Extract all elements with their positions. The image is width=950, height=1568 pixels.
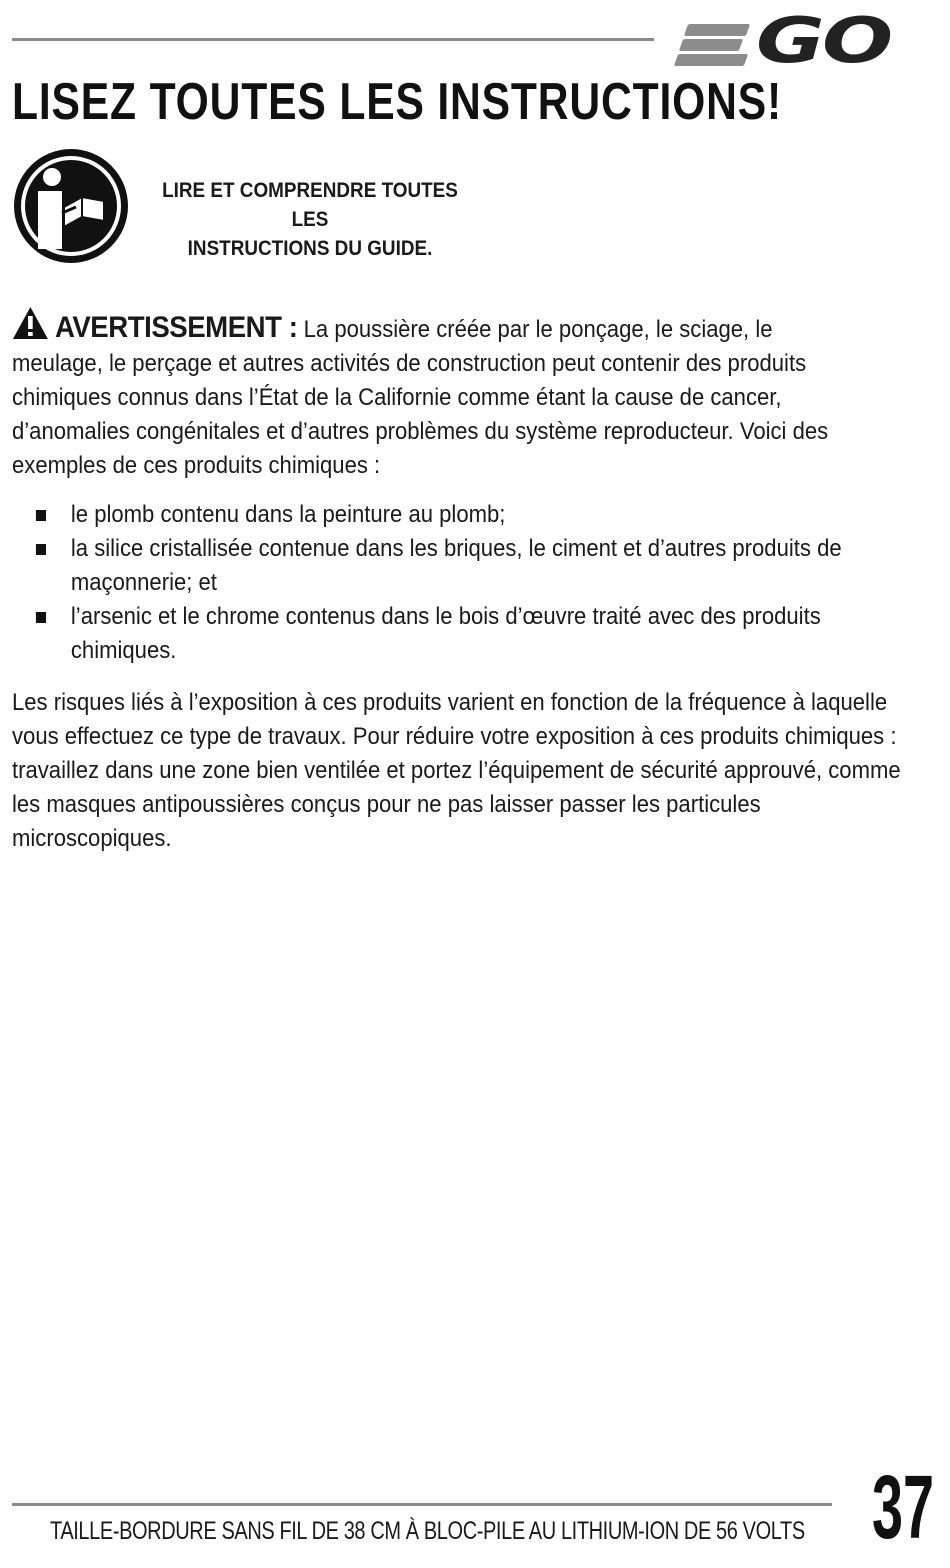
list-item-text: l’arsenic et le chrome contenus dans le bois d’œuvre traité avec des produits chimiques.	[70, 603, 821, 664]
read-manual-icon	[12, 147, 130, 265]
list-item	[12, 498, 923, 532]
warning-triangle-icon	[12, 306, 49, 340]
read-caption-line1: LIRE ET COMPRENDRE TOUTES LES	[162, 179, 458, 231]
footer-divider	[12, 1503, 832, 1506]
brand-logo	[676, 4, 932, 77]
list-item-text: le plomb contenu dans la peinture au plomb;	[70, 501, 506, 528]
footer-product-title: TAILLE-BORDURE SANS FIL DE 38 CM À BLOC-PILE AU LITHIUM-ION DE 56 VOLTS	[50, 1517, 805, 1545]
warning-text: La poussière créée par le ponçage, le sciage, le meulage, le perçage et autres activités de construction peut contenir des produits chimiques connus dans l’État de la Californie comme étant la cause de cancer, d’anomalies congénitales et d’autres problèmes du système reproducteur. Voici des exemples de ces produits chimiques :	[12, 316, 829, 479]
header-divider	[12, 38, 654, 41]
list-item-text: la silice cristallisée contenue dans les briques, le ciment et d’autres produits de maçonnerie; et	[70, 535, 842, 596]
chemical-list	[12, 498, 923, 668]
page-title: LISEZ TOUTES LES INSTRUCTIONS!	[12, 73, 783, 131]
bullet-square-icon	[36, 510, 46, 521]
read-instructions-caption	[157, 176, 463, 263]
bullet-square-icon	[36, 544, 46, 555]
warning-label: AVERTISSEMENT :	[54, 311, 298, 344]
bullet-square-icon	[36, 612, 46, 623]
logo-text: GO	[756, 4, 891, 77]
list-item	[12, 532, 923, 600]
warning-block	[12, 306, 854, 483]
page-number: 37	[872, 1458, 935, 1558]
read-caption-line2: INSTRUCTIONS DU GUIDE.	[187, 237, 433, 260]
list-item	[12, 600, 923, 668]
exposure-paragraph: Les risques liés à l’exposition à ces produits varient en fonction de la fréquence à laquelle vous effectuez ce type de travaux. Pour réduire votre exposition à ces produits chimiques : travaillez dans une zone bien ventilée et portez l’équipement de sécurité approuvé, comme les masques antipoussières conçus pour ne pas laisser passer les particules microscopiques.	[12, 689, 901, 852]
